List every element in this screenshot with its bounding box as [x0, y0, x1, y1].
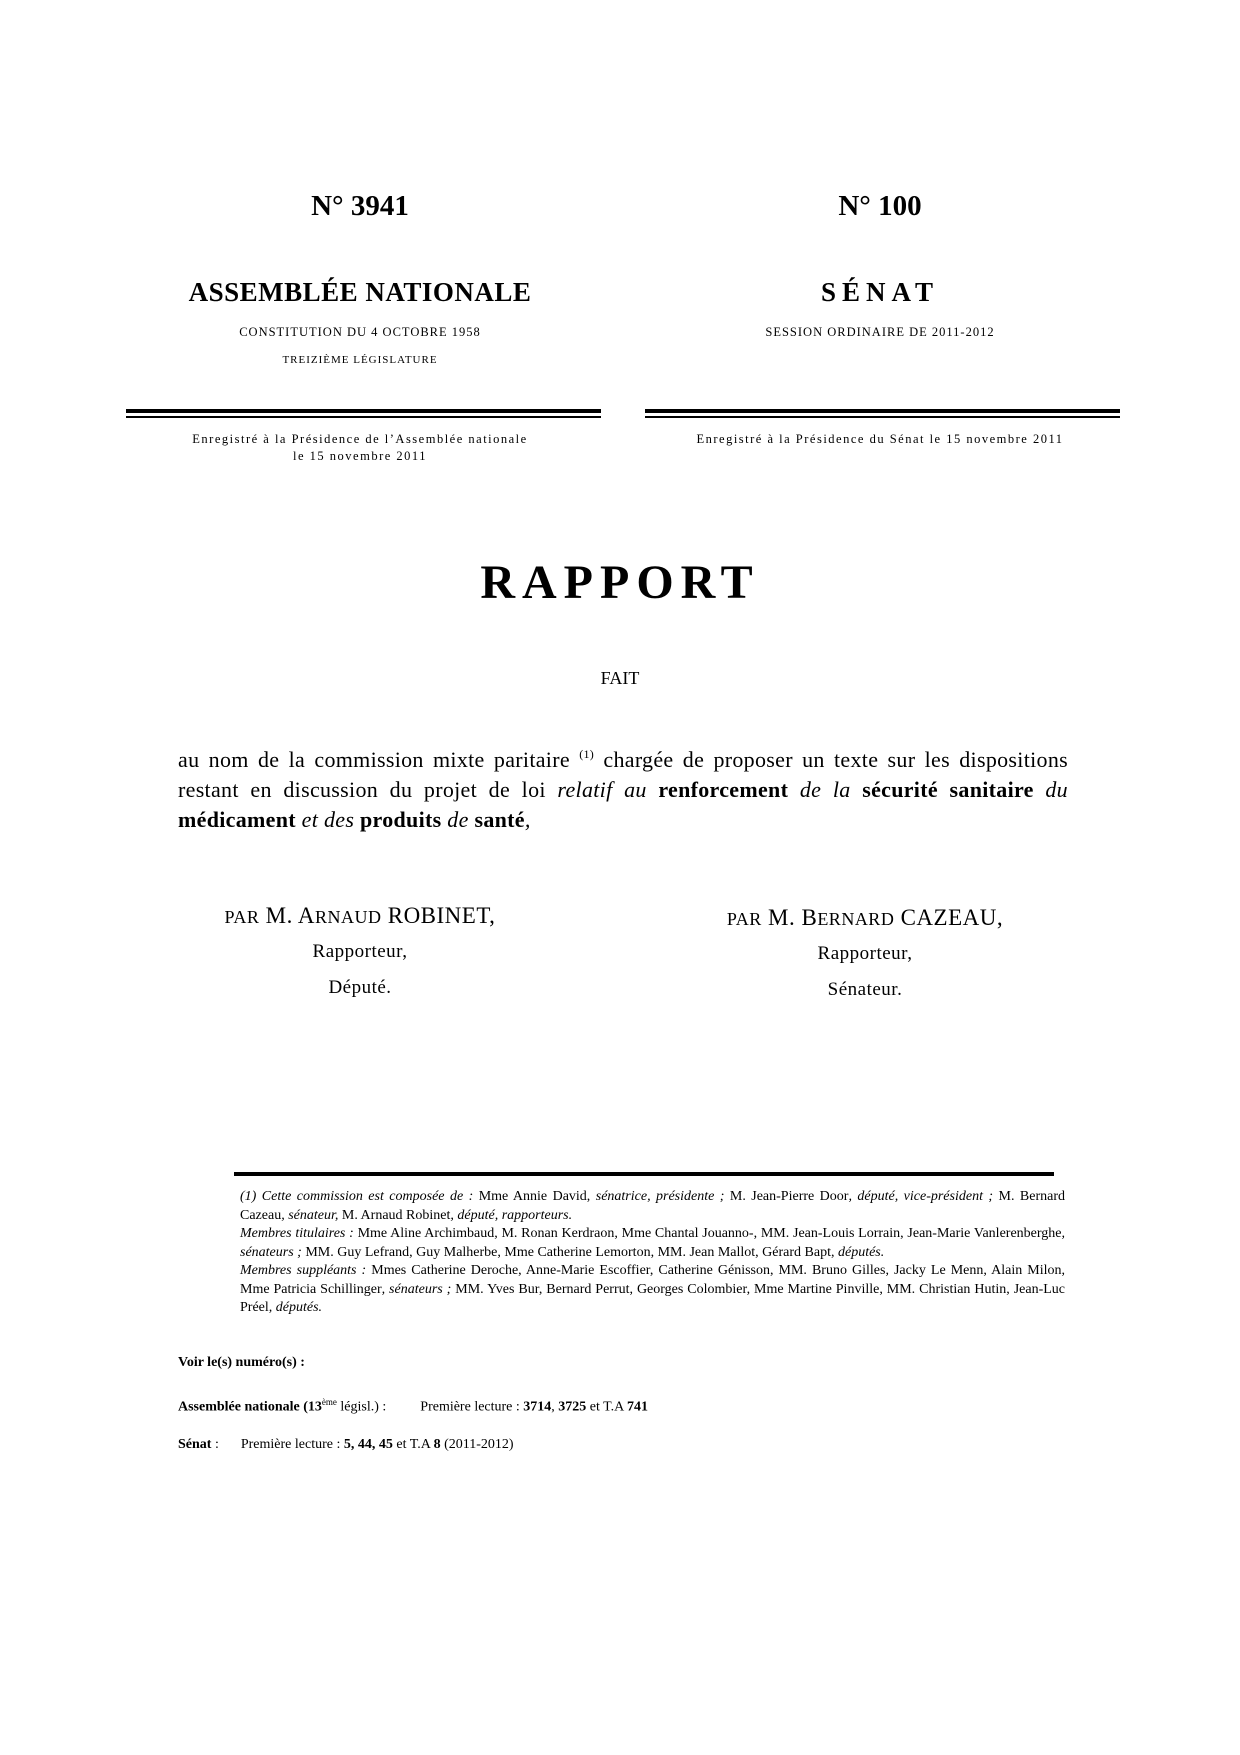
senat-rule-thin — [645, 416, 1120, 418]
fn-text: MM. Yves Bur, Bernard Perrut, Georges Colombier, Mme Martine Pinville, MM. Christian Hutin, Jean-Luc Préel — [240, 1281, 1065, 1315]
rapporteur-right-name — [655, 905, 1075, 931]
footnote-titulaires — [240, 1225, 1065, 1262]
intro-italic: de — [447, 807, 469, 832]
ref-senat — [178, 1437, 514, 1453]
fn-italic: députés. — [837, 1244, 885, 1260]
ref-an-label: Assemblée nationale (13 — [178, 1399, 322, 1415]
page-title: RAPPORT — [480, 556, 760, 609]
fn-italic: (1) Cette commission est composée de : — [240, 1189, 474, 1204]
fn-italic: , sénateurs ; — [381, 1281, 452, 1297]
senat-session: SESSION ORDINAIRE DE 2011-2012 — [765, 325, 995, 339]
rapporteur-right-qualite: Sénateur. — [827, 979, 903, 1000]
intro-bold: produits — [360, 807, 442, 832]
rapporteur-left-role: Rapporteur, — [312, 941, 408, 962]
fn-text: Mme Aline Archimbaud, M. Ronan Kerdraon, Mme Chantal Jouanno-, MM. Jean-Louis Lorrain, Jean-Marie Vanlerenberghe — [353, 1226, 1062, 1241]
an-chamber-name: ASSEMBLÉE NATIONALE — [188, 277, 532, 307]
an-registration-line2: le 15 novembre 2011 — [293, 449, 427, 463]
voir-label: Voir le(s) numéro(s) : — [178, 1355, 305, 1370]
intro-italic: et des — [301, 807, 355, 832]
an-legislature: TREIZIÈME LÉGISLATURE — [282, 354, 438, 366]
lastname: CAZEAU, — [900, 905, 1004, 930]
rapporteur-right-role: Rapporteur, — [817, 943, 913, 964]
rapporteur-left-qualite: Député. — [328, 977, 392, 998]
ref-senat-nums: 5, 44, 45 — [343, 1437, 393, 1452]
ref-an-sep: , — [551, 1399, 559, 1415]
firstname-rest: ERNARD — [817, 909, 895, 929]
fn-italic: , sénateur, — [281, 1207, 339, 1223]
senat-rule-thick — [645, 409, 1120, 413]
ref-an-num: 3714 — [523, 1399, 552, 1415]
fait-label: FAIT — [600, 668, 640, 688]
intro-bold: sécurité sanitaire — [862, 777, 1034, 802]
name-initial: M. B — [768, 905, 818, 930]
an-number: N° 3941 — [311, 190, 409, 222]
ref-assemblee — [178, 1397, 648, 1416]
ref-an-ta: 741 — [627, 1399, 648, 1415]
fn-italic: Membres titulaires : — [240, 1226, 354, 1241]
intro-text: chargée de proposer un texte sur les dispositions restant en discussion du projet de loi — [178, 747, 1068, 802]
name-initial: M. A — [265, 903, 315, 928]
fn-text: Mme Annie David, — [473, 1189, 596, 1204]
firstname-rest: RNAUD — [314, 907, 382, 927]
ref-an-num: 3725 — [558, 1399, 587, 1415]
fn-italic: , députés. — [268, 1300, 323, 1315]
ref-an-et: et T.A — [586, 1399, 627, 1415]
senat-number: N° 100 — [838, 190, 922, 222]
an-rule-thin — [126, 416, 601, 418]
footnote-ref: (1) — [579, 747, 595, 761]
intro-bold: renforcement — [658, 777, 789, 802]
senat-registration: Enregistré à la Présidence du Sénat le 15 novembre 2011 — [696, 432, 1064, 446]
ref-senat-ta: 8 — [433, 1437, 441, 1452]
intro-paragraph — [178, 745, 1068, 835]
ref-senat-label: Sénat — [178, 1437, 212, 1452]
fn-text: Mmes Catherine Deroche, Anne-Marie Escoffier, Catherine Génisson, MM. Bruno Gilles, Jacky Le Menn, Alain Milon, Mme Patricia Schillinger — [240, 1263, 1065, 1297]
ref-senat-et: et T.A — [392, 1437, 434, 1452]
fn-italic: , député, vice-président ; — [848, 1189, 994, 1204]
ref-senat-lecture: Première lecture : — [240, 1437, 344, 1452]
ref-an-sup: ème — [321, 1397, 337, 1407]
fn-italic: , député, rapporteurs. — [450, 1207, 573, 1223]
an-registration — [120, 431, 600, 465]
fn-italic: sénatrice, présidente ; — [595, 1189, 725, 1204]
ref-an-label2: législ.) : — [336, 1399, 387, 1415]
rapporteur-left-name — [150, 903, 570, 929]
an-registration-line1: Enregistré à la Présidence de l’Assemblée nationale — [192, 432, 528, 446]
footnote-composition — [240, 1188, 1065, 1225]
intro-bold: médicament — [178, 807, 296, 832]
fn-italic: Membres suppléants : — [240, 1263, 367, 1278]
fn-text: M. Jean-Pierre Door — [724, 1189, 849, 1204]
intro-italic: du — [1045, 777, 1068, 802]
ref-an-lecture: Première lecture : — [420, 1399, 524, 1415]
intro-text: au nom de la commission mixte paritaire — [178, 747, 580, 772]
an-constitution: CONSTITUTION DU 4 OCTOBRE 1958 — [239, 325, 481, 339]
senat-chamber-name: SÉNAT — [820, 277, 940, 307]
ref-senat-colon: : — [211, 1437, 219, 1452]
lastname: ROBINET, — [387, 903, 496, 928]
intro-bold: santé — [474, 807, 525, 832]
par-label: PAR — [726, 909, 762, 929]
fn-text: MM. Guy Lefrand, Guy Malherbe, Mme Catherine Lemorton, MM. Jean Mallot, Gérard Bapt, — [301, 1244, 838, 1260]
footnote-rule — [234, 1172, 1054, 1176]
ref-senat-session: (2011-2012) — [440, 1437, 514, 1452]
fn-text: M. Arnaud Robinet — [338, 1207, 451, 1223]
footnote-suppleants — [240, 1262, 1065, 1318]
fn-text: M. Bernard Cazeau — [240, 1189, 1065, 1223]
fn-italic: , sénateurs ; — [240, 1226, 1065, 1260]
an-rule-thick — [126, 409, 601, 413]
par-label: PAR — [224, 907, 260, 927]
intro-italic: de la — [799, 777, 851, 802]
intro-italic: relatif au — [557, 777, 647, 802]
footnote — [240, 1188, 1065, 1318]
intro-italic: , — [524, 807, 531, 832]
